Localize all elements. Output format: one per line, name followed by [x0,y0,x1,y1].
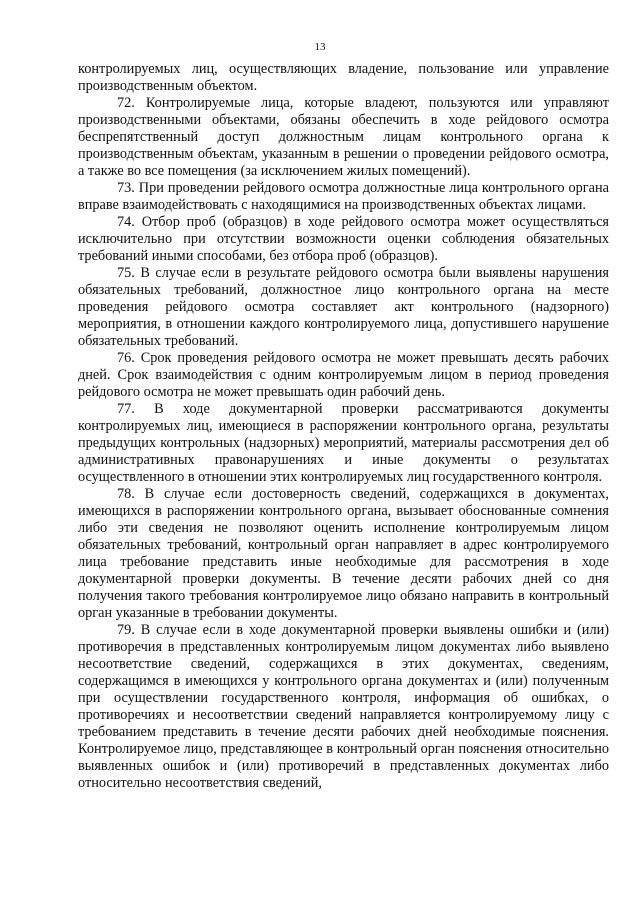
paragraph-77: 77. В ходе документарной проверки рассматриваются документы контролируемых лиц, имеющиеся в распоряжении контрольного органа, результаты предыдущих контрольных (надзорных) мероприятий, материалы рассмотрения дел об административных правонарушениях и иные документы о результатах осуществленного в отношении этих контролируемых лиц государственного контроля. [78,401,609,485]
paragraph-72: 72. Контролируемые лица, которые владеют, пользуются или управляют производственными объектами, обязаны обеспечить в ходе рейдового осмотра беспрепятственный доступ должностным лицам контрольного органа к производственным объектам, указанным в решении о проведении рейдового осмотра, а также во все помещения (за исключением жилых помещений). [78,95,609,179]
page-number: 13 [314,41,326,53]
paragraph-continuation: контролируемых лиц, осуществляющих владение, пользование или управление производственным объектом. [78,61,609,94]
paragraph-76: 76. Срок проведения рейдового осмотра не может превышать десять рабочих дней. Срок взаимодействия с одним контролируемым лицом в период проведения рейдового осмотра не может превышать один рабочий день. [78,350,609,400]
paragraph-78: 78. В случае если достоверность сведений, содержащихся в документах, имеющихся в распоряжении контрольного органа, вызывает обоснованные сомнения либо эти сведения не позволяют оценить исполнение контролируемым лицом обязательных требований, контрольный орган направляет в адрес контролируемого лица требование представить иные необходимые для рассмотрения в ходе документарной проверки документы. В течение десяти рабочих дней со дня получения такого требования контролируемое лицо обязано направить в контрольный орган указанные в требовании документы. [78,486,609,621]
document-body [78,61,609,792]
paragraph-79: 79. В случае если в ходе документарной проверки выявлены ошибки и (или) противоречия в представленных контролируемым лицом документах либо выявлено несоответствие сведений, содержащихся в этих документах, сведениям, содержащимся в имеющихся у контрольного органа документах и (или) полученным при осуществлении государственного контроля, информация об ошибках, о противоречиях и несоответствии сведений направляется контролируемому лицу с требованием представить в течение десяти рабочих дней необходимые пояснения. Контролируемое лицо, представляющее в контрольный орган пояснения относительно выявленных ошибок и (или) противоречий в представленных документах либо относительно несоответствия сведений, [78,622,609,791]
paragraph-73: 73. При проведении рейдового осмотра должностные лица контрольного органа вправе взаимодействовать с находящимися на производственных объектах лицами. [78,180,609,213]
paragraph-75: 75. В случае если в результате рейдового осмотра были выявлены нарушения обязательных требований, должностное лицо контрольного органа на месте проведения рейдового осмотра составляет акт контрольного (надзорного) мероприятия, в отношении каждого контролируемого лица, допустившего нарушение обязательных требований. [78,265,609,349]
paragraph-74: 74. Отбор проб (образцов) в ходе рейдового осмотра может осуществляться исключительно при отсутствии возможности оценки соблюдения обязательных требований иными способами, без отбора проб (образцов). [78,214,609,264]
